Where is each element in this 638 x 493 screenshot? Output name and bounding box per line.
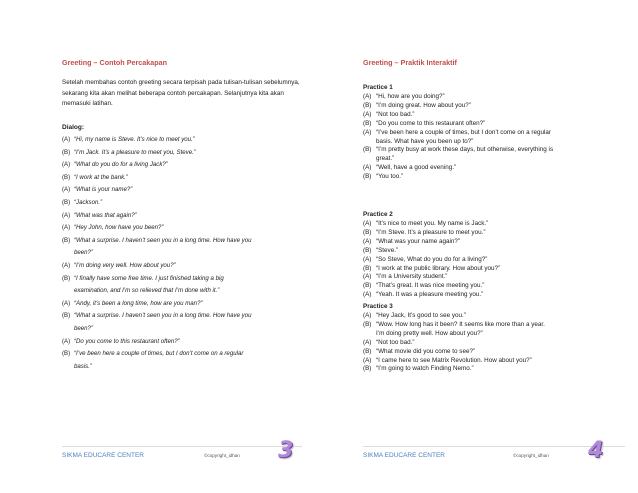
dialog-text: “I’ve been here a couple of times, but I don’t come on a regular (74, 350, 244, 358)
practice-line (363, 247, 623, 256)
dialog-text: “Hi, my name is Steve. It’s nice to meet you.” (74, 136, 195, 143)
practice-speaker: (B) (363, 119, 372, 127)
practice-block (363, 302, 623, 374)
dialog-line (62, 174, 314, 182)
dialog-text: “What do you do for a living Jack?” (74, 161, 168, 169)
practice-speaker: (B) (363, 246, 372, 254)
practice-text: “Wow. How long has it been? It seems like more than a year. (376, 320, 545, 328)
practice-text: “What was your name again?” (376, 237, 460, 245)
dialog-line (62, 161, 314, 169)
dialog-line (62, 199, 314, 207)
practice-text: “I’m pretty busy at work these days, but otherwise, everything is (376, 146, 554, 154)
practice-line (363, 312, 623, 321)
practice-speaker: (B) (363, 264, 372, 272)
dialog-line (62, 224, 314, 232)
footer-divider (62, 446, 302, 447)
practice-text: “Steve.” (376, 246, 399, 254)
practice-speaker: (A) (363, 93, 372, 100)
practice-line (363, 93, 623, 102)
practice-text: “I’m Steve. It’s a pleasure to meet you.” (376, 228, 486, 236)
practice-line (363, 256, 623, 265)
dialog-line (62, 312, 314, 320)
practice-line (363, 273, 623, 282)
page-title: Greeting – Praktik Interaktif (363, 58, 457, 67)
practice-text: “So Steve, What do you do for a living?” (376, 255, 488, 263)
practice-heading: Practice 3 (363, 303, 393, 310)
page-number: 3 (278, 438, 294, 463)
practice-text: “That’s great. It was nice meeting you.” (376, 282, 485, 290)
page-number: 4 (588, 438, 604, 463)
practice-text: “I’m going to watch Finding Nemo.” (376, 365, 474, 373)
practice-text: “Do you come to this restaurant often?” (376, 119, 486, 127)
practice-line (363, 265, 623, 274)
dialog-text: “I’m doing very well. How about you?” (74, 261, 176, 269)
dialog-continuation: basis.” (74, 362, 92, 370)
right-page (319, 0, 638, 493)
dialog-text: “I’m Jack. It’s a pleasure to meet you, Steve.” (74, 148, 196, 156)
dialog-speaker: (A) (62, 261, 71, 269)
practice-speaker: (A) (363, 338, 372, 346)
practice-speaker: (B) (363, 347, 372, 355)
dialog-text: “I finally have some free time. I just finished taking a big (74, 274, 224, 282)
dialog-line (62, 300, 314, 308)
practice-speaker: (B) (363, 365, 372, 373)
page-footer (62, 438, 302, 464)
practice-line (363, 164, 623, 173)
footer-brand: SIKMA EDUCARE CENTER (363, 452, 445, 459)
dialog-text: “What a surprise. I haven’t seen you in a long time. How have you (74, 312, 252, 320)
practice-speaker: (A) (363, 312, 372, 319)
practice-speaker: (B) (363, 173, 372, 181)
practice-line (363, 238, 623, 247)
dialog-speaker: (B) (62, 198, 71, 206)
practice-text: “I’ve been here a couple of times, but I don’t come on a regular (376, 128, 552, 136)
dialog-text: “What a surprise. I haven’t seen you in a long time. How have you (74, 236, 252, 244)
practice-line (363, 291, 623, 300)
dialog-speaker: (A) (62, 211, 71, 219)
practice-line (363, 111, 623, 120)
page-title: Greeting – Contoh Percakapan (62, 58, 168, 67)
dialog-speaker: (B) (62, 148, 71, 156)
practice-speaker: (B) (363, 101, 372, 109)
practice-speaker: (A) (363, 291, 372, 299)
practice-speaker: (A) (363, 220, 372, 227)
practice-speaker: (A) (363, 237, 372, 245)
practice-speaker: (A) (363, 255, 372, 263)
footer-copyright: ©copyright_idhan (204, 453, 240, 458)
dialog-line (62, 237, 314, 245)
practice-text: “I’m a University student.” (376, 273, 448, 281)
dialog-line (62, 262, 314, 270)
practice-text: “What movie did you come to see?” (376, 347, 476, 355)
practice-continuation: I’m doing pretty well. How about you?” (376, 329, 483, 337)
page-footer (363, 438, 625, 464)
practice-speaker: (B) (363, 320, 372, 328)
dialog-line (62, 149, 314, 157)
dialog-line (62, 186, 314, 194)
practice-text: “Hey Jack, It’s good to see you.” (376, 312, 466, 319)
dialog-list (62, 136, 314, 375)
dialog-line (62, 338, 314, 346)
dialog-continuation: been?” (74, 324, 93, 332)
practice-speaker: (A) (363, 356, 372, 364)
dialog-speaker: (B) (62, 236, 71, 244)
dialog-text: “I work at the bank.” (74, 173, 128, 181)
practice-speaker: (A) (363, 164, 372, 172)
dialog-speaker: (B) (62, 173, 71, 181)
footer-brand: SIKMA EDUCARE CENTER (62, 452, 144, 459)
practice-speaker: (A) (363, 128, 372, 136)
practice-line (363, 146, 623, 155)
practice-line (363, 173, 623, 182)
dialog-line (62, 212, 314, 220)
practice-block (363, 83, 623, 182)
practice-line (363, 102, 623, 111)
practice-text: “I work at the public library. How about you?” (376, 264, 501, 272)
dialog-line (62, 275, 314, 283)
dialog-text: “Do you come to this restaurant often?” (74, 337, 180, 345)
dialog-speaker: (A) (62, 224, 71, 232)
practice-speaker: (B) (363, 228, 372, 236)
dialog-speaker: (A) (62, 186, 71, 194)
practice-text: “It’s nice to meet you. My name is Jack.” (376, 220, 489, 227)
practice-line (363, 129, 623, 138)
dialog-speaker: (A) (62, 161, 71, 169)
practice-speaker: (A) (363, 273, 372, 281)
dialog-line (62, 136, 314, 144)
dialog-speaker: (A) (62, 337, 71, 345)
practice-continuation: great.” (376, 155, 395, 163)
dialog-speaker: (B) (62, 312, 71, 320)
dialog-text: “Jackson.” (74, 198, 103, 206)
dialog-speaker: (B) (62, 274, 71, 282)
dialog-text: “Andy, it’s been a long time, how are you man?” (74, 299, 203, 307)
practice-continuation: basis. What have you been up to?” (376, 137, 474, 145)
practice-line (363, 120, 623, 129)
practice-text: “Well, have a good evening.” (376, 164, 457, 172)
practice-heading: Practice 2 (363, 211, 393, 218)
footer-divider (363, 446, 625, 447)
dialog-line (62, 350, 314, 358)
practice-line (363, 357, 623, 366)
practice-text: “I came here to see Matrix Revolution. How about you?” (376, 356, 532, 364)
practice-speaker: (A) (363, 110, 372, 118)
dialog-speaker: (A) (62, 136, 71, 143)
practice-line (363, 282, 623, 291)
dialog-heading: Dialog: (62, 124, 85, 131)
practice-line (363, 348, 623, 357)
practice-line (363, 339, 623, 348)
practice-speaker: (B) (363, 146, 372, 154)
practice-line (363, 220, 623, 229)
dialog-text: “What was that again?” (74, 211, 137, 219)
intro-paragraph: Setelah membahas contoh greeting secara terpisah pada tulisan-tulisan sebelumnya, sekarang kita akan melihat beberapa contoh percakapan. Selanjutnya kita akan memasuki latihan. (62, 79, 300, 107)
dialog-text: “What is your name?” (74, 186, 133, 194)
dialog-continuation: examination, and I’m so relieved that I’m done with it.” (74, 287, 220, 295)
practice-line (363, 229, 623, 238)
practice-line (363, 365, 623, 374)
practice-text: “Hi, how are you doing?” (376, 93, 445, 100)
dialog-speaker: (B) (62, 350, 71, 358)
practice-text: “Yeah. It was a pleasure meeting you.” (376, 291, 484, 299)
dialog-continuation: been?” (74, 249, 93, 257)
dialog-speaker: (A) (62, 299, 71, 307)
practice-text: “You too.” (376, 173, 404, 181)
footer-copyright: ©copyright_idhan (513, 453, 549, 458)
practice-speaker: (B) (363, 282, 372, 290)
practice-text: “Not too bad.” (376, 110, 415, 118)
practice-block (363, 210, 623, 300)
practice-heading: Practice 1 (363, 84, 393, 91)
practice-line (363, 321, 623, 330)
practice-text: “Not too bad.” (376, 338, 415, 346)
dialog-text: “Hey John, how have you been?” (74, 224, 164, 232)
practice-text: “I’m doing great. How about you?” (376, 101, 471, 109)
